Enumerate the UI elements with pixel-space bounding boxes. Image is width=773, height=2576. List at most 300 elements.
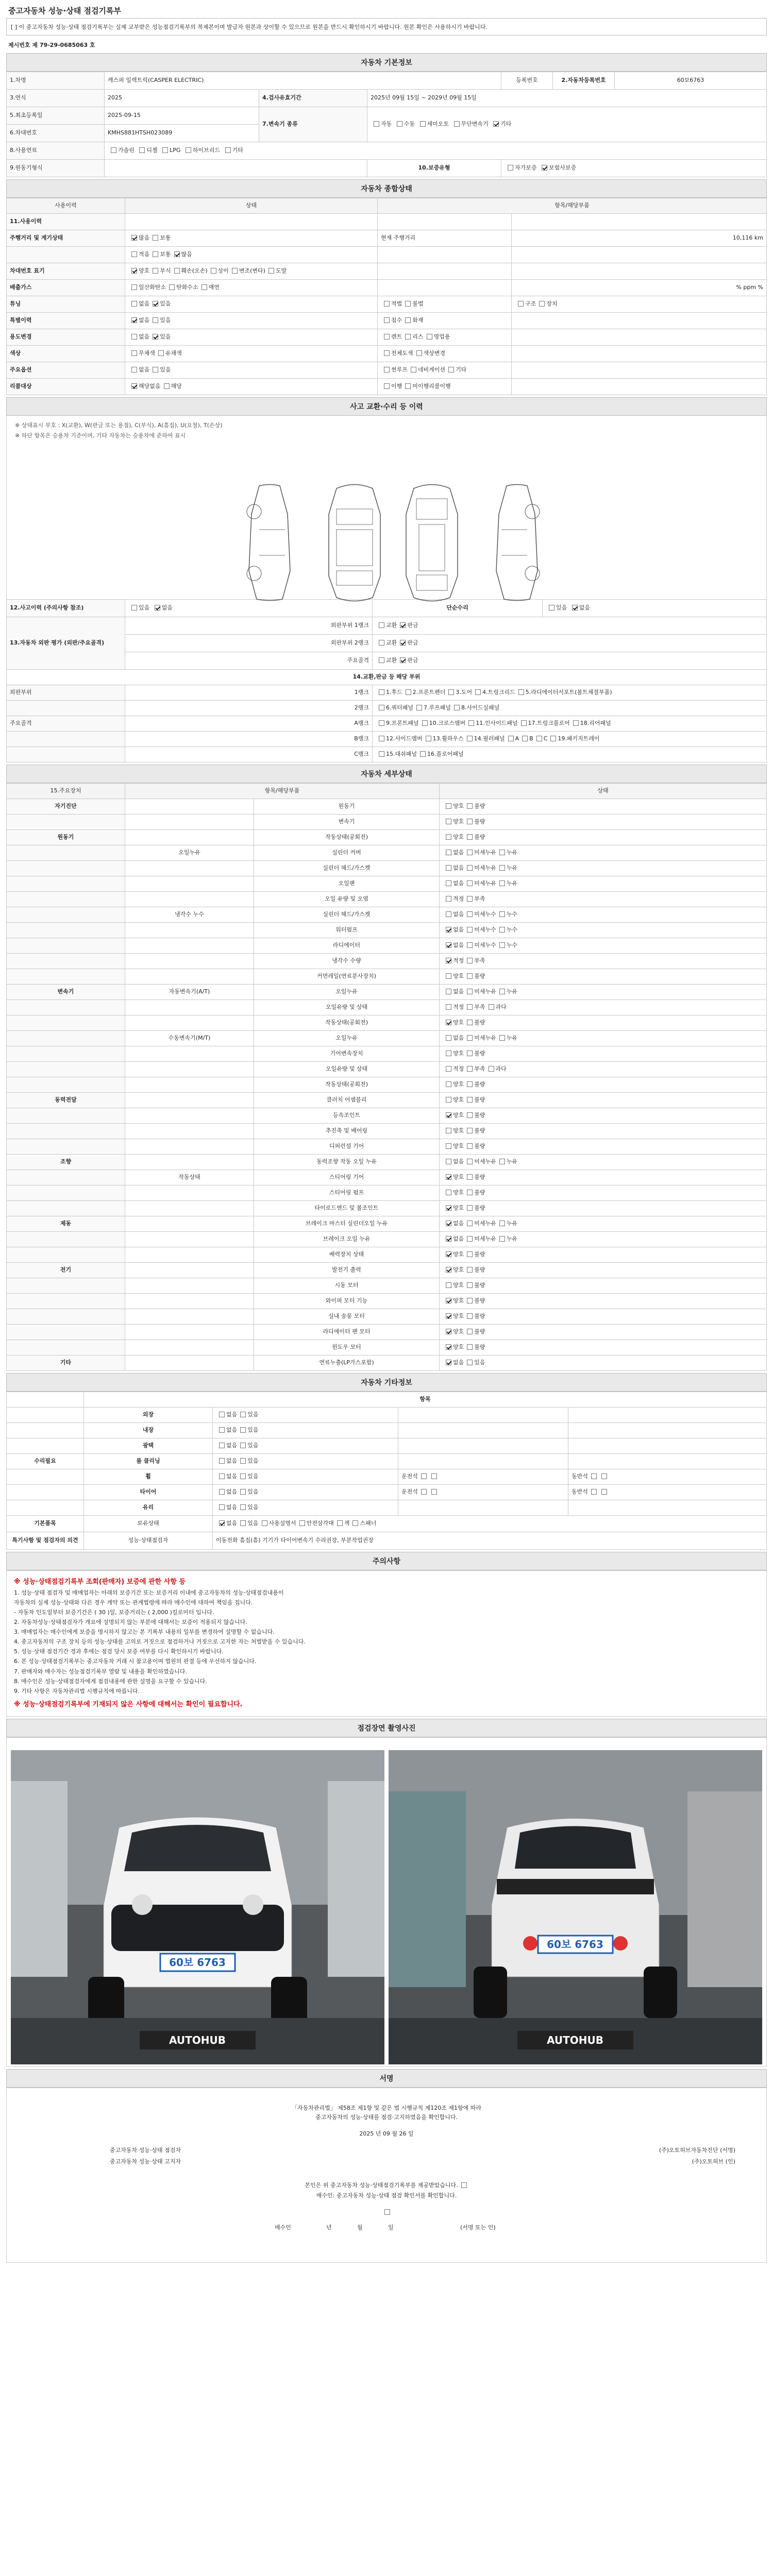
etc-checkbox[interactable] [240, 1504, 246, 1510]
rank-row-label: 외판부위 1랭크 [125, 617, 373, 635]
detail-checkbox[interactable] [467, 989, 473, 994]
detail-checkbox[interactable] [499, 880, 505, 886]
general-row-options [125, 230, 378, 247]
general-opt-label: 있음 [160, 317, 171, 324]
detail-checkbox[interactable] [467, 911, 473, 917]
detail-checkbox[interactable] [499, 1035, 505, 1041]
general-sub-checkbox[interactable] [384, 383, 390, 389]
detail-checkbox[interactable] [446, 819, 451, 824]
etc-checkbox[interactable] [240, 1489, 246, 1495]
etc-side-checkbox[interactable] [601, 1489, 607, 1495]
rank-checkbox[interactable] [400, 622, 406, 628]
detail-checkbox[interactable] [446, 1344, 451, 1350]
detail-checkbox[interactable] [446, 1035, 451, 1041]
general-sub-label: 이행 [391, 383, 402, 390]
etc-checkbox[interactable] [219, 1473, 225, 1479]
detail-checkbox[interactable] [446, 1251, 451, 1257]
general-sub-checkbox[interactable] [405, 383, 411, 389]
parts-item-label: 13.휠하우스 [432, 735, 464, 742]
parts-rank-label: B랭크 [354, 735, 369, 742]
detail-opt-label: 불량 [474, 818, 485, 825]
detail-checkbox[interactable] [499, 1221, 505, 1226]
etc-checkbox[interactable] [219, 1489, 225, 1495]
detail-checkbox[interactable] [489, 1004, 494, 1010]
etc-checkbox[interactable] [219, 1412, 225, 1417]
detail-checkbox[interactable] [446, 1360, 451, 1365]
parts-item-label: C [543, 735, 548, 742]
parts-checkbox[interactable] [406, 689, 411, 695]
general-opt-checkbox[interactable] [211, 268, 216, 274]
detail-options [440, 1170, 767, 1185]
general-sub-checkbox[interactable] [405, 317, 411, 323]
detail-checkbox[interactable] [446, 1143, 451, 1149]
rank-checkbox[interactable] [379, 657, 384, 663]
detail-opt-label: 없음 [453, 1235, 464, 1243]
basic-item-label: 있음 [247, 1520, 259, 1527]
detail-opt-label: 미세누유 [474, 849, 496, 856]
trans-opt-checkbox[interactable] [454, 121, 460, 127]
detail-checkbox[interactable] [467, 1329, 473, 1334]
general-opt-checkbox[interactable] [131, 235, 137, 241]
general-sub-label: 색상변경 [423, 350, 446, 357]
general-sub-checkbox[interactable] [411, 367, 416, 372]
etc-side-checkbox[interactable] [431, 1489, 437, 1495]
parts-checkbox[interactable] [379, 751, 384, 757]
detail-checkbox[interactable] [467, 834, 473, 840]
detail-checkbox[interactable] [446, 942, 451, 948]
detail-opt-label: 양호 [453, 1081, 464, 1088]
sign-seller-label: 중고자동차 성능·상태 고지자 [110, 2158, 181, 2165]
parts-checkbox[interactable] [426, 736, 431, 741]
detail-checkbox[interactable] [499, 927, 505, 933]
detail-options [440, 1031, 767, 1046]
fuel-opt-checkbox[interactable] [162, 147, 168, 153]
detail-checkbox[interactable] [446, 1097, 451, 1103]
detail-opt-label: 미세누유 [474, 1220, 496, 1227]
general-opt-checkbox[interactable] [131, 251, 137, 257]
detail-options [440, 1108, 767, 1124]
detail-checkbox[interactable] [499, 850, 505, 855]
detail-item-label: 실린더 커버 [332, 849, 361, 856]
detail-row [7, 1077, 767, 1093]
detail-checkbox[interactable] [446, 1190, 451, 1195]
accident-opt-checkbox[interactable] [131, 605, 137, 611]
detail-checkbox[interactable] [467, 1205, 473, 1211]
etc-checkbox[interactable] [219, 1427, 225, 1433]
parts-item-label: 17.트렁크플로어 [528, 720, 570, 727]
detail-checkbox[interactable] [446, 1282, 451, 1288]
detail-checkbox[interactable] [499, 911, 505, 917]
guarantee-opt-checkbox[interactable] [542, 165, 547, 171]
detail-checkbox[interactable] [446, 880, 451, 886]
basic-items-options [213, 1516, 767, 1532]
rank-checkbox[interactable] [400, 640, 406, 646]
opinion-label: 특기사항 및 점검자의 의견 [7, 1532, 84, 1550]
detail-checkbox[interactable] [489, 1066, 494, 1072]
general-opt-checkbox[interactable] [158, 350, 164, 356]
parts-checkbox[interactable] [518, 689, 524, 695]
detail-checkbox[interactable] [499, 942, 505, 948]
general-row-sub [378, 296, 512, 313]
detail-checkbox[interactable] [467, 1236, 473, 1242]
general-opt-checkbox[interactable] [153, 251, 158, 257]
general-sub-checkbox[interactable] [384, 317, 390, 323]
basic-item-checkbox[interactable] [337, 1520, 343, 1526]
general-opt-label: 무채색 [139, 350, 155, 357]
general-opt-label: 없음 [139, 366, 150, 374]
etc-side-checkbox[interactable] [421, 1489, 427, 1495]
detail-checkbox[interactable] [467, 1360, 473, 1365]
general-opt-checkbox[interactable] [153, 317, 158, 323]
detail-opt-label: 미세누수 [474, 911, 496, 918]
general-sub-checkbox[interactable] [384, 334, 390, 340]
general-row-sub [378, 329, 512, 346]
detail-checkbox[interactable] [446, 1066, 451, 1072]
detail-item-label: 오일누유 [335, 1035, 358, 1042]
general-opt-checkbox[interactable] [153, 367, 158, 372]
rank-checkbox[interactable] [379, 640, 384, 646]
general-sub-label: 영업용 [433, 333, 450, 341]
parts-checkbox[interactable] [508, 736, 514, 741]
fuel-opt-checkbox[interactable] [139, 147, 145, 153]
parts-checkbox[interactable] [475, 689, 481, 695]
detail-checkbox[interactable] [446, 911, 451, 917]
general-row-options [125, 313, 378, 329]
detail-checkbox[interactable] [446, 973, 451, 979]
detail-checkbox[interactable] [467, 1251, 473, 1257]
detail-checkbox[interactable] [467, 850, 473, 855]
receiver-line [7, 2181, 766, 2189]
parts-checkbox[interactable] [522, 736, 528, 741]
parts-rank-label: 1랭크 [354, 689, 369, 696]
general-opt-checkbox[interactable] [201, 284, 207, 290]
parts-checkbox[interactable] [379, 689, 384, 695]
etc-side-label: 동반석 [572, 1473, 588, 1480]
rank-checkbox[interactable] [379, 622, 384, 628]
etc-checkbox[interactable] [240, 1412, 246, 1417]
detail-checkbox[interactable] [467, 865, 473, 871]
simple-opt-checkbox[interactable] [572, 605, 578, 611]
detail-opt-label: 과다 [495, 1065, 507, 1073]
basic-item-label: 스패너 [360, 1520, 377, 1527]
receiver-checkbox[interactable] [461, 2182, 467, 2188]
general-opt-checkbox[interactable] [131, 284, 137, 290]
detail-opt-label: 있음 [474, 1359, 485, 1366]
detail-checkbox[interactable] [467, 942, 473, 948]
detail-checkbox[interactable] [467, 927, 473, 933]
detail-opt-label: 양호 [453, 1205, 464, 1212]
general-opt-label: 상이 [217, 267, 229, 275]
accident-opt-checkbox[interactable] [155, 605, 160, 611]
general-sub-checkbox[interactable] [384, 367, 390, 372]
trans-opt-checkbox[interactable] [397, 121, 402, 127]
cert-number-label: 제시번호 제 [8, 42, 38, 48]
detail-item-label: 발전기 출력 [332, 1266, 361, 1274]
basic-item-checkbox[interactable] [240, 1520, 246, 1526]
detail-checkbox[interactable] [446, 1081, 451, 1087]
parts-checkbox[interactable] [379, 720, 384, 726]
detail-opt-label: 불량 [474, 1174, 485, 1181]
detail-checkbox[interactable] [467, 1112, 473, 1118]
general-sub-checkbox[interactable] [427, 334, 432, 340]
detail-opt-label: 불량 [474, 1297, 485, 1304]
detail-checkbox[interactable] [446, 1313, 451, 1319]
detail-checkbox[interactable] [446, 1298, 451, 1303]
detail-checkbox[interactable] [446, 1004, 451, 1010]
etc-side-checkbox[interactable] [421, 1473, 427, 1479]
detail-opt-label: 누유 [506, 988, 518, 995]
general-opt-checkbox[interactable] [153, 301, 158, 307]
detail-opt-label: 양호 [453, 1266, 464, 1274]
etc-checkbox[interactable] [240, 1427, 246, 1433]
cert-number: 79-29-0685063 [39, 42, 88, 48]
detail-checkbox[interactable] [446, 1329, 451, 1334]
detail-checkbox[interactable] [446, 1267, 451, 1273]
parts-checkbox[interactable] [422, 720, 428, 726]
detail-checkbox[interactable] [467, 1282, 473, 1288]
parts-checkbox[interactable] [536, 736, 542, 741]
general-sub-checkbox[interactable] [405, 301, 411, 307]
parts-checkbox[interactable] [416, 705, 422, 710]
parts-item-label: 4.트렁크리드 [482, 689, 515, 696]
section-notes-title: 주의사항 [6, 1552, 767, 1570]
etc-checkbox[interactable] [240, 1458, 246, 1464]
parts-item-label: 16.플로어패널 [427, 751, 464, 758]
parts-checkbox[interactable] [573, 720, 579, 726]
transmission-options [367, 107, 767, 142]
general-opt-checkbox[interactable] [153, 268, 158, 274]
detail-checkbox[interactable] [467, 880, 473, 886]
detail-checkbox[interactable] [467, 1035, 473, 1041]
general-opt-label: 매연 [208, 284, 220, 291]
general-sub-checkbox[interactable] [448, 367, 454, 372]
detail-opt-label: 양호 [453, 1328, 464, 1335]
detail-checkbox[interactable] [499, 865, 505, 871]
detail-checkbox[interactable] [467, 1298, 473, 1303]
detail-checkbox[interactable] [499, 989, 505, 994]
general-opt-checkbox[interactable] [131, 334, 137, 340]
rank-row-options [373, 652, 767, 670]
detail-checkbox[interactable] [467, 973, 473, 979]
detail-checkbox[interactable] [446, 1112, 451, 1118]
detail-checkbox[interactable] [446, 1159, 451, 1164]
general-row-extra [512, 362, 767, 379]
general-opt-checkbox[interactable] [153, 235, 158, 241]
detail-checkbox[interactable] [467, 1267, 473, 1273]
detail-checkbox[interactable] [467, 1143, 473, 1149]
guarantee-opt-checkbox[interactable] [508, 165, 513, 171]
fuel-opt-checkbox[interactable] [111, 147, 116, 153]
detail-checkbox[interactable] [446, 1236, 451, 1242]
detail-opt-label: 누유 [506, 1220, 518, 1227]
general-opt-checkbox[interactable] [131, 383, 137, 389]
etc-side-checkbox[interactable] [591, 1473, 597, 1479]
detail-checkbox[interactable] [499, 1159, 505, 1164]
detail-item-label: 라디에이터 [332, 942, 361, 949]
general-opt-label: 있음 [160, 333, 171, 341]
general-opt-checkbox[interactable] [131, 301, 137, 307]
rank-checkbox[interactable] [400, 657, 406, 663]
detail-checkbox[interactable] [446, 896, 451, 902]
detail-checkbox[interactable] [446, 958, 451, 963]
detail-checkbox[interactable] [467, 819, 473, 824]
general-sub-checkbox[interactable] [384, 350, 390, 356]
detail-checkbox[interactable] [446, 834, 451, 840]
detail-checkbox[interactable] [467, 896, 473, 902]
detail-row [7, 845, 767, 861]
detail-checkbox[interactable] [446, 1020, 451, 1025]
note-line: 7. 판매자와 매수자는 성능점검기록부 열람 및 내용을 확인하였습니다. [14, 1668, 187, 1675]
parts-checkbox[interactable] [521, 720, 527, 726]
detail-item-label: 작동상태(공회전) [325, 1081, 368, 1088]
detail-item-label: 오일누유 [335, 988, 358, 995]
general-sub-checkbox[interactable] [539, 301, 545, 307]
basic-item-checkbox[interactable] [352, 1520, 358, 1526]
fuel-opt-checkbox[interactable] [186, 147, 191, 153]
detail-checkbox[interactable] [467, 803, 473, 809]
general-opt-checkbox[interactable] [131, 268, 137, 274]
detail-checkbox[interactable] [467, 1159, 473, 1164]
general-opt-checkbox[interactable] [169, 284, 175, 290]
detail-checkbox[interactable] [467, 1066, 473, 1072]
detail-checkbox[interactable] [467, 1020, 473, 1025]
etc-opt-label: 없음 [226, 1442, 238, 1449]
etc-side-checkbox[interactable] [431, 1473, 437, 1479]
general-opt-checkbox[interactable] [174, 251, 180, 257]
accident-legend [6, 416, 767, 445]
detail-checkbox[interactable] [467, 1128, 473, 1133]
detail-checkbox[interactable] [467, 1313, 473, 1319]
detail-head-item: 항목/해당부품 [125, 784, 440, 799]
detail-opt-label: 없음 [453, 849, 464, 856]
rank-opt-label: 판금 [407, 657, 418, 664]
detail-checkbox[interactable] [467, 1081, 473, 1087]
detail-options [440, 830, 767, 845]
general-sub-checkbox[interactable] [405, 334, 411, 340]
detail-checkbox[interactable] [446, 850, 451, 855]
basic-item-checkbox[interactable] [262, 1520, 267, 1526]
detail-item-label: 오일팬 [338, 880, 355, 887]
detail-checkbox[interactable] [499, 1236, 505, 1242]
detail-checkbox[interactable] [446, 1221, 451, 1226]
trans-opt-checkbox[interactable] [374, 121, 379, 127]
etc-checkbox[interactable] [240, 1443, 246, 1448]
detail-checkbox[interactable] [467, 1097, 473, 1103]
receiver-confirm-line [7, 2209, 766, 2215]
basic-item-label: 사용설명서 [268, 1520, 296, 1527]
detail-checkbox[interactable] [446, 803, 451, 809]
detail-checkbox[interactable] [446, 1128, 451, 1133]
general-opt-checkbox[interactable] [164, 383, 170, 389]
trans-opt-checkbox[interactable] [420, 121, 426, 127]
detail-checkbox[interactable] [467, 1050, 473, 1056]
parts-item-label: 2.프론트펜더 [412, 689, 446, 696]
general-sub-label: 렌트 [391, 333, 402, 341]
detail-checkbox[interactable] [467, 1190, 473, 1195]
general-opt-checkbox[interactable] [131, 317, 137, 323]
general-opt-checkbox[interactable] [153, 334, 158, 340]
etc-opt-label: 없음 [226, 1458, 238, 1465]
general-sub-checkbox[interactable] [384, 301, 390, 307]
general-opt-checkbox[interactable] [131, 350, 137, 356]
parts-checkbox[interactable] [454, 705, 460, 710]
general-opt-label: 많음 [139, 234, 150, 242]
detail-opt-label: 양호 [453, 1313, 464, 1320]
general-sub-checkbox[interactable] [416, 350, 422, 356]
parts-checkbox[interactable] [420, 751, 426, 757]
section-basic-info-title: 자동차 기본정보 [6, 53, 767, 72]
parts-checkbox[interactable] [550, 736, 556, 741]
etc-checkbox[interactable] [219, 1443, 225, 1448]
etc-checkbox[interactable] [240, 1473, 246, 1479]
basic-item-checkbox[interactable] [219, 1520, 225, 1526]
general-opt-checkbox[interactable] [131, 367, 137, 372]
detail-checkbox[interactable] [446, 927, 451, 933]
note-line: 자동차의 실제 성능·상태와 다른 경우 계약 또는 관계법령에 따라 매수인에 대하여 책임을 집니다. [14, 1599, 253, 1606]
detail-checkbox[interactable] [446, 989, 451, 994]
detail-checkbox[interactable] [446, 1174, 451, 1180]
etc-side-checkbox[interactable] [601, 1473, 607, 1479]
parts-options [373, 716, 767, 732]
parts-rank-label: C랭크 [354, 751, 369, 758]
general-opt-label: 도말 [275, 267, 287, 275]
detail-row [7, 969, 767, 985]
trans-opt-checkbox[interactable] [493, 121, 499, 127]
detail-checkbox[interactable] [446, 1205, 451, 1211]
detail-checkbox[interactable] [446, 1050, 451, 1056]
parts-checkbox[interactable] [467, 736, 473, 741]
parts-checkbox[interactable] [379, 736, 384, 741]
accident-table [6, 599, 767, 762]
receiver-confirm-checkbox[interactable] [384, 2209, 390, 2215]
general-opt-checkbox[interactable] [174, 268, 180, 274]
etc-checkbox[interactable] [219, 1504, 225, 1510]
parts-checkbox[interactable] [379, 705, 384, 710]
detail-checkbox[interactable] [467, 1004, 473, 1010]
detail-checkbox[interactable] [446, 865, 451, 871]
general-row-options [125, 379, 378, 395]
guarantee-opt-label: 보험사보증 [549, 164, 577, 172]
etc-row [7, 1500, 767, 1516]
detail-checkbox[interactable] [467, 958, 473, 963]
detail-options [440, 1093, 767, 1108]
parts-checkbox[interactable] [448, 689, 454, 695]
general-sub-label: 장치 [546, 300, 558, 308]
basic-item-checkbox[interactable] [299, 1520, 305, 1526]
parts-checkbox[interactable] [468, 720, 474, 726]
detail-checkbox[interactable] [467, 1174, 473, 1180]
detail-opt-label: 적정 [453, 957, 464, 964]
detail-checkbox[interactable] [467, 1344, 473, 1350]
etc-checkbox[interactable] [219, 1458, 225, 1464]
general-row-sub [378, 263, 512, 280]
simple-opt-checkbox[interactable] [549, 605, 554, 611]
general-opt-checkbox[interactable] [232, 268, 238, 274]
note-line: 6. 본 성능·상태점검기록부는 중고자동차 거래 시 참고용이며 법원의 판결 등에 우선하지 않습니다. [14, 1658, 257, 1665]
note-line: 4. 중고자동차의 구조 장치 등의 성능·상태를 고의로 거짓으로 점검하거나 거짓으로 고지한 자는 처벌받을 수 있습니다. [14, 1638, 306, 1646]
etc-side-checkbox[interactable] [591, 1489, 597, 1495]
general-sub-checkbox[interactable] [518, 301, 524, 307]
detail-checkbox[interactable] [467, 1221, 473, 1226]
detail-options [440, 938, 767, 954]
detail-options [440, 815, 767, 830]
general-opt-label: 일산화탄소 [139, 284, 166, 291]
detail-opt-label: 불량 [474, 1266, 485, 1274]
fuel-opt-checkbox[interactable] [225, 147, 231, 153]
general-opt-checkbox[interactable] [268, 268, 274, 274]
general-row-sub [378, 346, 512, 362]
general-opt-label: 보통 [160, 234, 171, 242]
